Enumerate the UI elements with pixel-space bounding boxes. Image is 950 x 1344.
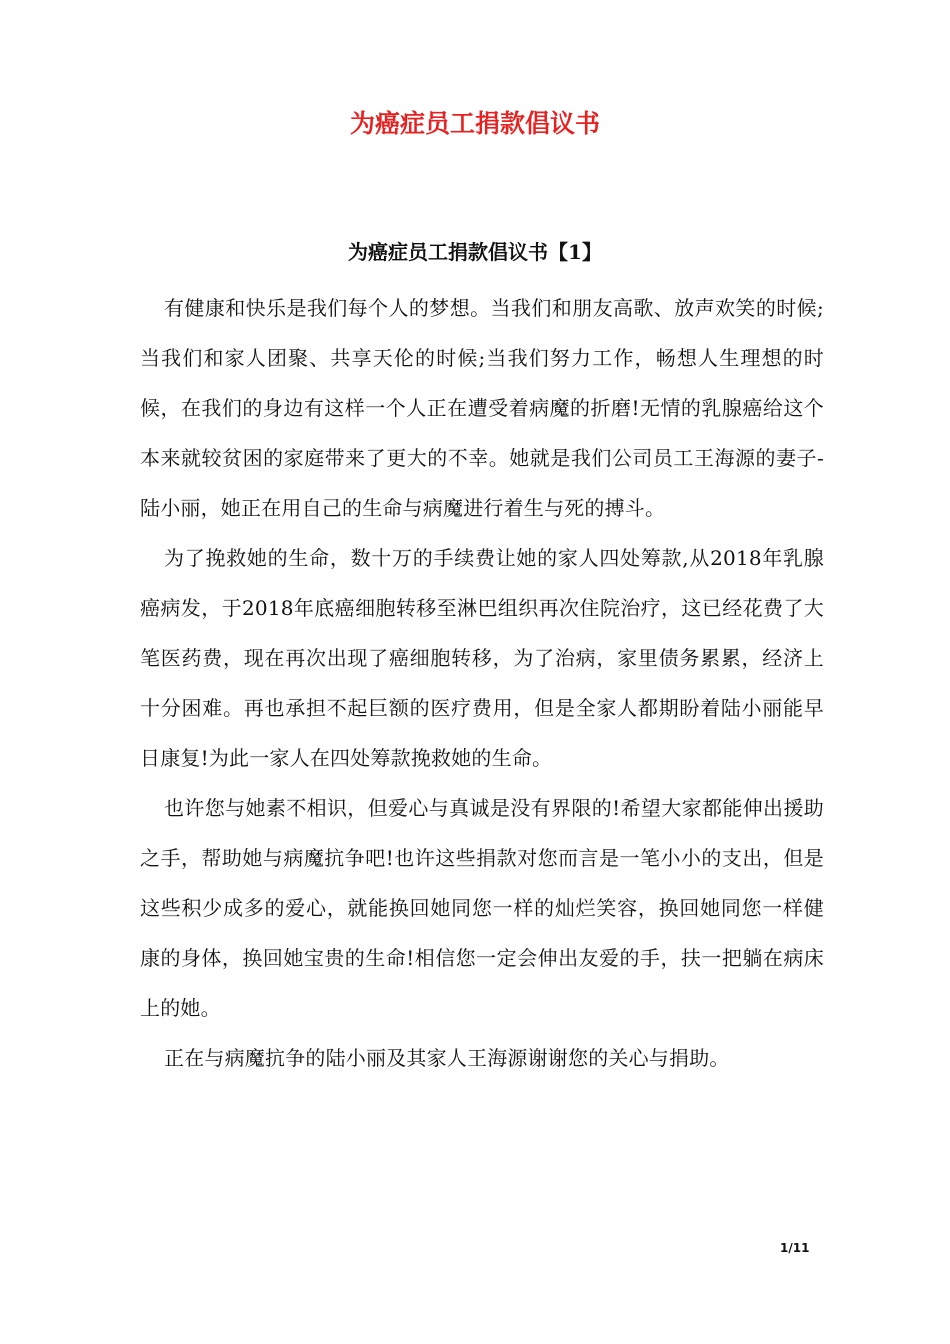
paragraph-3: 也许您与她素不相识，但爱心与真诚是没有界限的!希望大家都能伸出援助之手，帮助她与病魔抗争吧!也许这些捐款对您而言是一笔小小的支出，但是这些积少成多的爱心，就能换回她同您一样的灿烂笑容，换回她同您一样健康的身体，换回她宝贵的生命!相信您一定会伸出友爱的手，扶一把躺在病床上的她。 bbox=[140, 796, 824, 1020]
section-heading: 为癌症员工捐款倡议书【1】 bbox=[348, 240, 602, 264]
paragraph-2: 为了挽救她的生命，数十万的手续费让她的家人四处筹款,从2018年乳腺癌病发，于2018年底癌细胞转移至淋巴组织再次住院治疗，这已经花费了大笔医药费，现在再次出现了癌细胞转移，为了治病，家里债务累累，经济上十分困难。再也承担不起巨额的医疗费用，但是全家人都期盼着陆小丽能早日康复!为此一家人在四处筹款挽救她的生命。 bbox=[140, 546, 824, 770]
document-body bbox=[140, 283, 824, 1083]
page-number: 1/11 bbox=[780, 1241, 810, 1255]
page-title: 为癌症员工捐款倡议书 bbox=[349, 109, 600, 138]
paragraph-4: 正在与病魔抗争的陆小丽及其家人王海源谢谢您的关心与捐助。 bbox=[164, 1046, 730, 1070]
paragraph-1: 有健康和快乐是我们每个人的梦想。当我们和朋友高歌、放声欢笑的时候;当我们和家人团聚、共享天伦的时候;当我们努力工作，畅想人生理想的时候，在我们的身边有这样一个人正在遭受着病魔的折磨!无情的乳腺癌给这个本来就较贫困的家庭带来了更大的不幸。她就是我们公司员工王海源的妻子-陆小丽，她正在用自己的生命与病魔进行着生与死的搏斗。 bbox=[140, 296, 824, 520]
